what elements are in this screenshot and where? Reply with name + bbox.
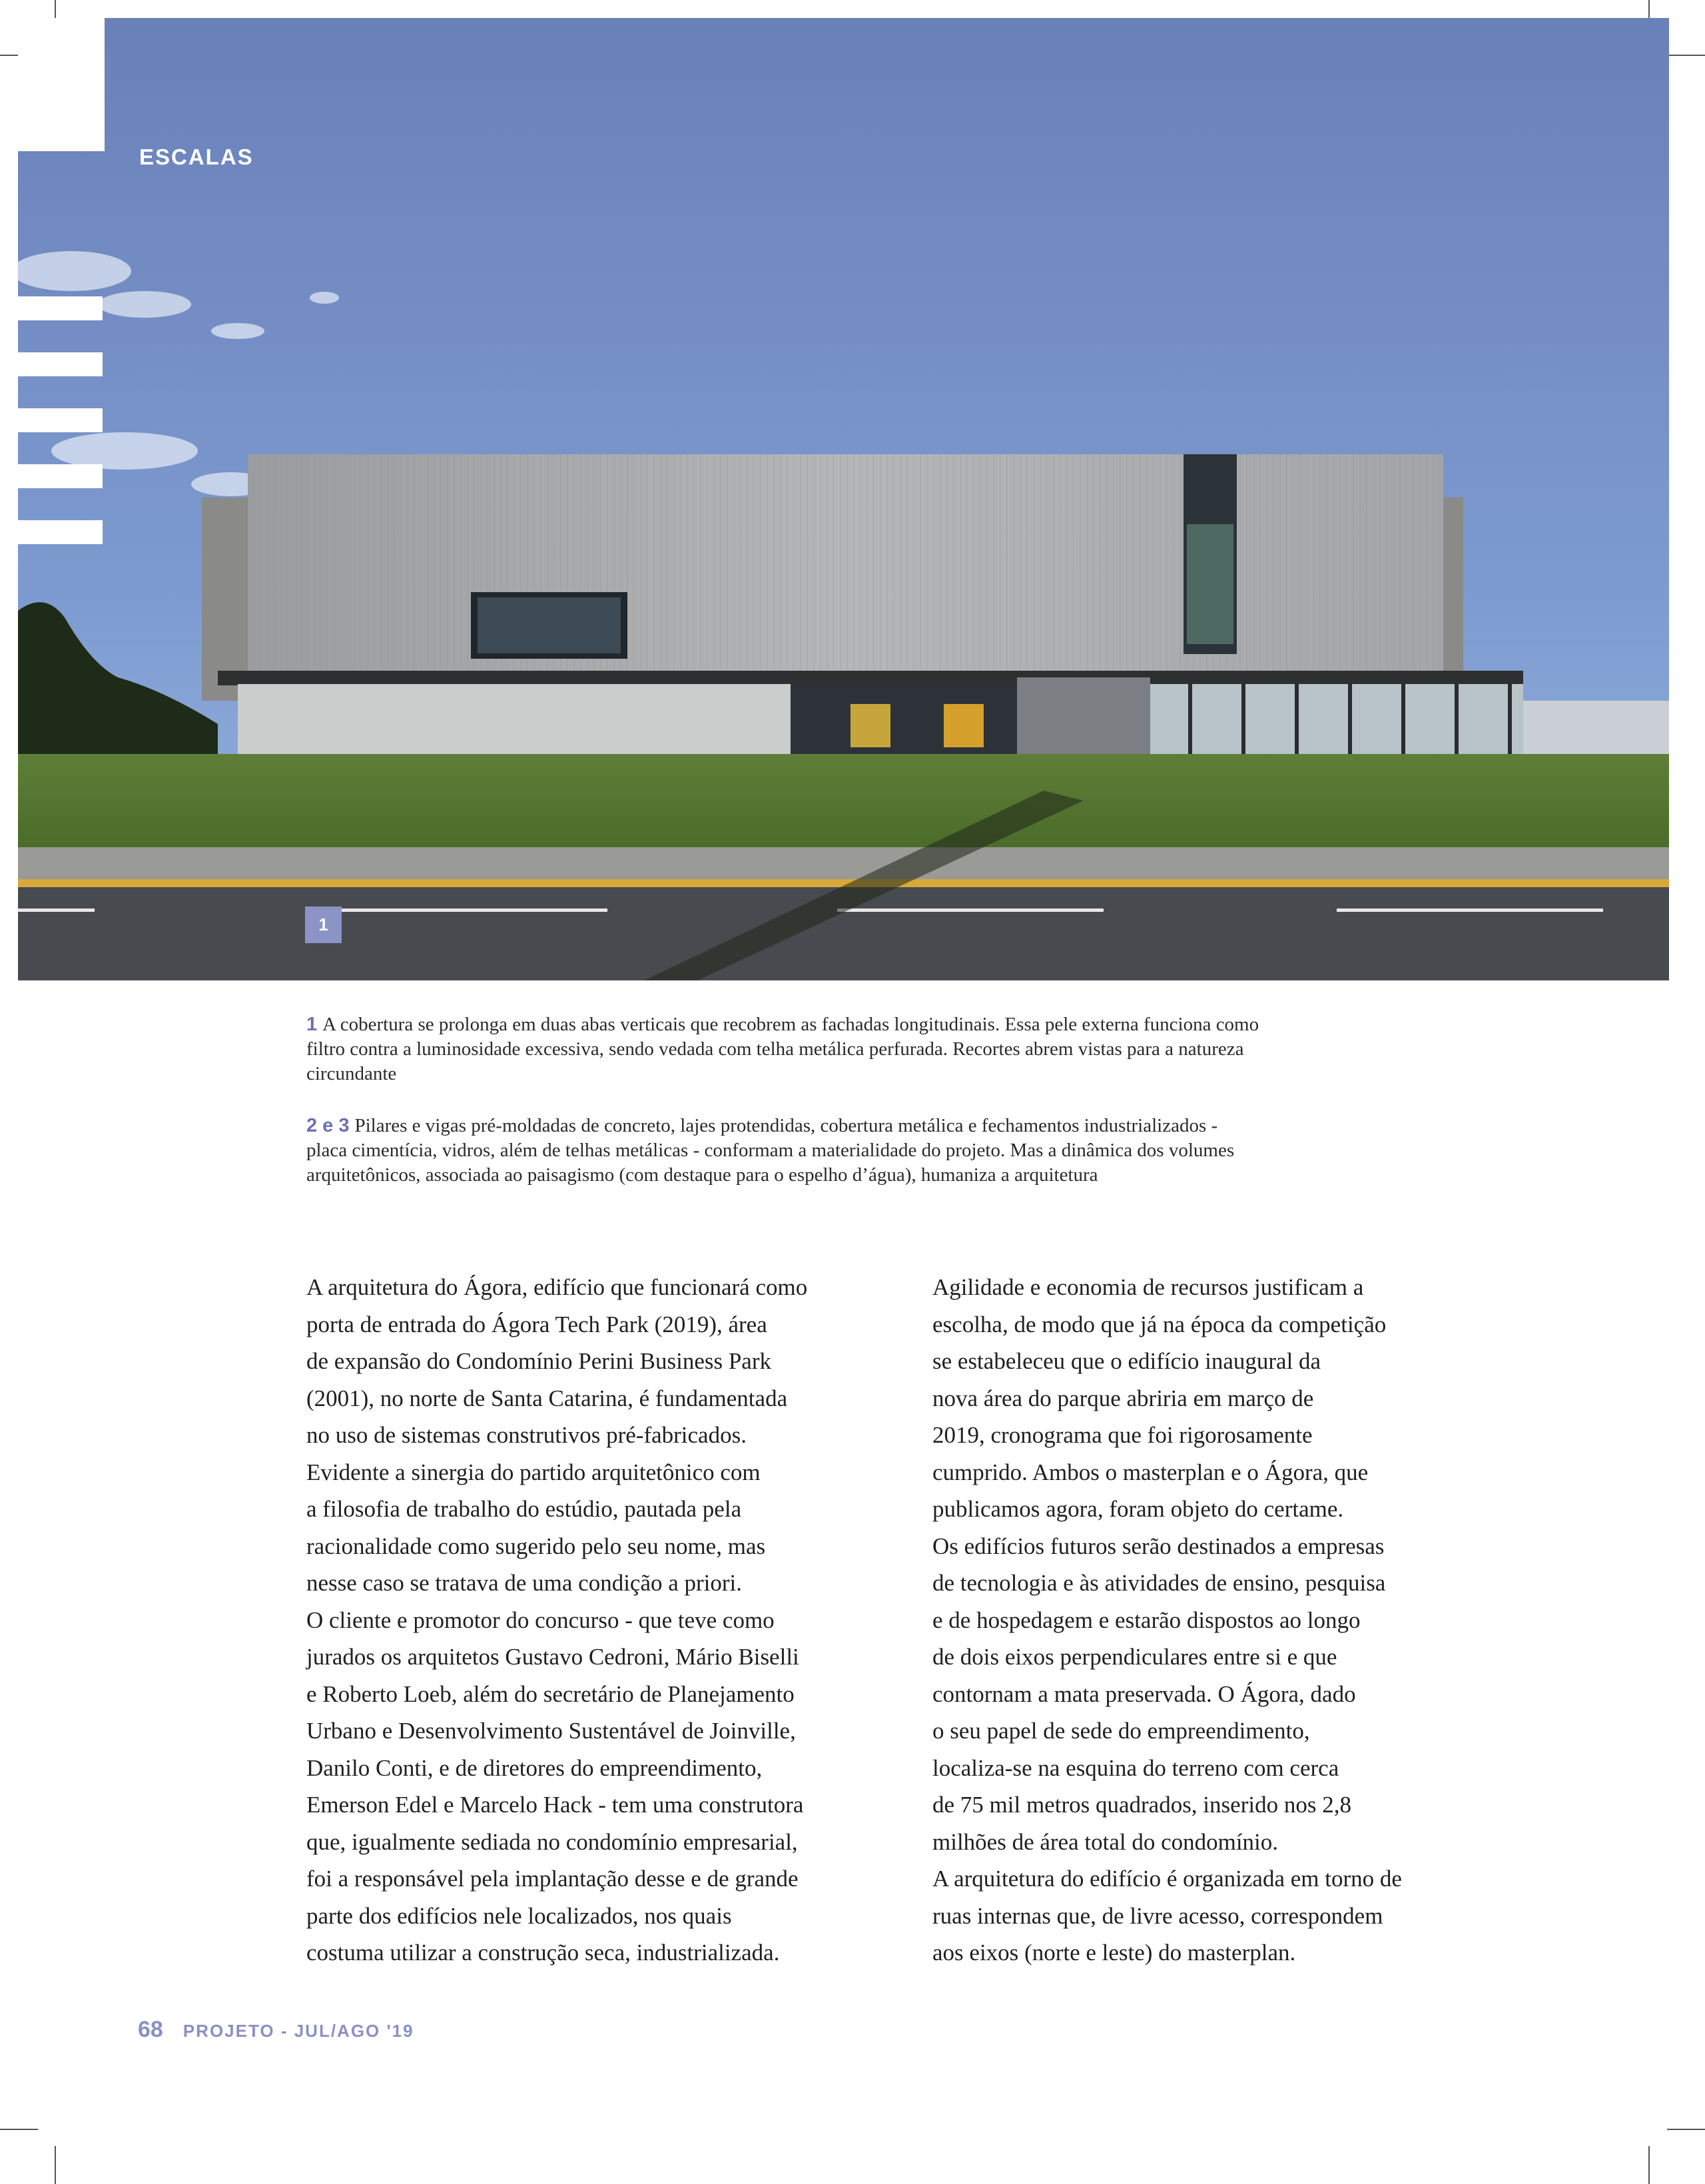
body-column-right <box>932 1269 1402 1972</box>
crop-mark <box>1667 55 1705 56</box>
crop-mark <box>1648 2146 1650 2184</box>
building-photo <box>18 18 1669 980</box>
decorative-bars <box>18 296 103 576</box>
body-line: aos eixos (norte e leste) do masterplan. <box>932 1940 1296 1966</box>
caption-line <box>306 1114 1439 1138</box>
caption-1 <box>306 1012 1439 1086</box>
bar <box>18 352 103 376</box>
body-line: A arquitetura do Ágora, edifício que funcionará como <box>306 1274 808 1300</box>
body-line: o seu papel de sede do empreendimento, <box>932 1718 1310 1744</box>
page-number: 68 <box>138 2017 163 2042</box>
caption-line: filtro contra a luminosidade excessiva, sendo vedada com telha metálica perfurada. Recortes abrem vistas para a natureza <box>306 1038 1244 1060</box>
body-line: Danilo Conti, e de diretores do empreendimento, <box>306 1754 763 1781</box>
magazine-issue: PROJETO - JUL/AGO '19 <box>182 2021 414 2041</box>
body-line: que, igualmente sediada no condomínio empresarial, <box>306 1828 798 1855</box>
body-line: (2001), no norte de Santa Catarina, é fundamentada <box>306 1385 788 1411</box>
body-line: de 75 mil metros quadrados, inserido nos 2,8 <box>932 1792 1351 1818</box>
caption-line <box>306 1012 1439 1037</box>
body-line: localiza-se na esquina do terreno com cerca <box>932 1754 1339 1781</box>
section-label: ESCALAS <box>139 145 254 169</box>
body-line: ruas internas que, de livre acesso, correspondem <box>932 1902 1383 1929</box>
caption-2-3 <box>306 1114 1439 1188</box>
body-line: escolha, de modo que já na época da competição <box>932 1311 1387 1337</box>
body-line: a filosofia de trabalho do estúdio, pautada pela <box>306 1496 742 1522</box>
crop-mark <box>1667 2129 1705 2130</box>
caption-text: Pilares e vigas pré-moldadas de concreto, lajes protendidas, cobertura metálica e fechamentos industrializados - <box>354 1115 1218 1136</box>
building-illustration <box>18 18 1669 980</box>
body-line: e Roberto Loeb, além do secretário de Planejamento <box>306 1680 795 1707</box>
body-line: milhões de área total do condomínio. <box>932 1828 1279 1855</box>
caption-number: 2 e 3 <box>306 1115 350 1136</box>
caption-line: arquitetônicos, associada ao paisagismo (com destaque para o espelho d’água), humaniza a arquitetura <box>306 1164 1098 1186</box>
section-tab <box>18 18 105 151</box>
body-column-left <box>306 1269 807 1972</box>
caption-number: 1 <box>306 1014 318 1035</box>
body-line: foi a responsável pela implantação desse e de grande <box>306 1866 799 1892</box>
body-line: Emerson Edel e Marcelo Hack - tem uma construtora <box>306 1792 804 1818</box>
body-line: Os edifícios futuros serão destinados a empresas <box>932 1533 1385 1559</box>
body-line: de expansão do Condomínio Perini Business Park <box>306 1348 772 1374</box>
body-line: O cliente e promotor do concurso - que teve como <box>306 1607 775 1633</box>
body-line: Evidente a sinergia do partido arquitetônico com <box>306 1459 761 1485</box>
crop-mark <box>0 2129 38 2130</box>
body-line: porta de entrada do Ágora Tech Park (2019), área <box>306 1311 767 1337</box>
body-line: costuma utilizar a construção seca, industrializada. <box>306 1940 780 1966</box>
body-line: publicamos agora, foram objeto do certame. <box>932 1496 1344 1522</box>
body-line: cumprido. Ambos o masterplan e o Ágora, que <box>932 1459 1369 1485</box>
caption-line: circundante <box>306 1063 397 1084</box>
body-line: 2019, cronograma que foi rigorosamente <box>932 1422 1313 1448</box>
body-line: parte dos edifícios nele localizados, nos quais <box>306 1902 732 1929</box>
bar <box>18 408 103 432</box>
body-line: nova área do parque abriria em março de <box>932 1385 1314 1411</box>
bar <box>18 464 103 488</box>
photo-number-badge: 1 <box>305 907 342 943</box>
body-line: no uso de sistemas construtivos pré-fabricados. <box>306 1422 747 1448</box>
body-line: de tecnologia e às atividades de ensino, pesquisa <box>932 1570 1386 1596</box>
crop-mark <box>55 2146 56 2184</box>
caption-line: placa cimentícia, vidros, além de telhas metálicas - conformam a materialidade do projeto. Mas a dinâmica dos volumes <box>306 1140 1235 1161</box>
bar <box>18 520 103 544</box>
body-line: se estabeleceu que o edifício inaugural da <box>932 1348 1321 1374</box>
body-line: Agilidade e economia de recursos justificam a <box>932 1274 1364 1300</box>
body-line: A arquitetura do edifício é organizada em torno de <box>932 1866 1402 1892</box>
bar <box>18 296 103 320</box>
body-line: nesse caso se tratava de uma condição a priori. <box>306 1570 743 1596</box>
body-line: de dois eixos perpendiculares entre si e que <box>932 1644 1337 1670</box>
body-line: jurados os arquitetos Gustavo Cedroni, Mário Biselli <box>306 1644 799 1670</box>
body-line: e de hospedagem e estarão dispostos ao longo <box>932 1607 1361 1633</box>
body-line: Urbano e Desenvolvimento Sustentável de Joinville, <box>306 1718 796 1744</box>
caption-text: A cobertura se prolonga em duas abas verticais que recobrem as fachadas longitudinais. Essa pele externa funciona como <box>322 1014 1259 1035</box>
body-line: contornam a mata preservada. O Ágora, dado <box>932 1680 1356 1707</box>
body-line: racionalidade como sugerido pelo seu nome, mas <box>306 1533 766 1559</box>
folio <box>138 2017 414 2043</box>
